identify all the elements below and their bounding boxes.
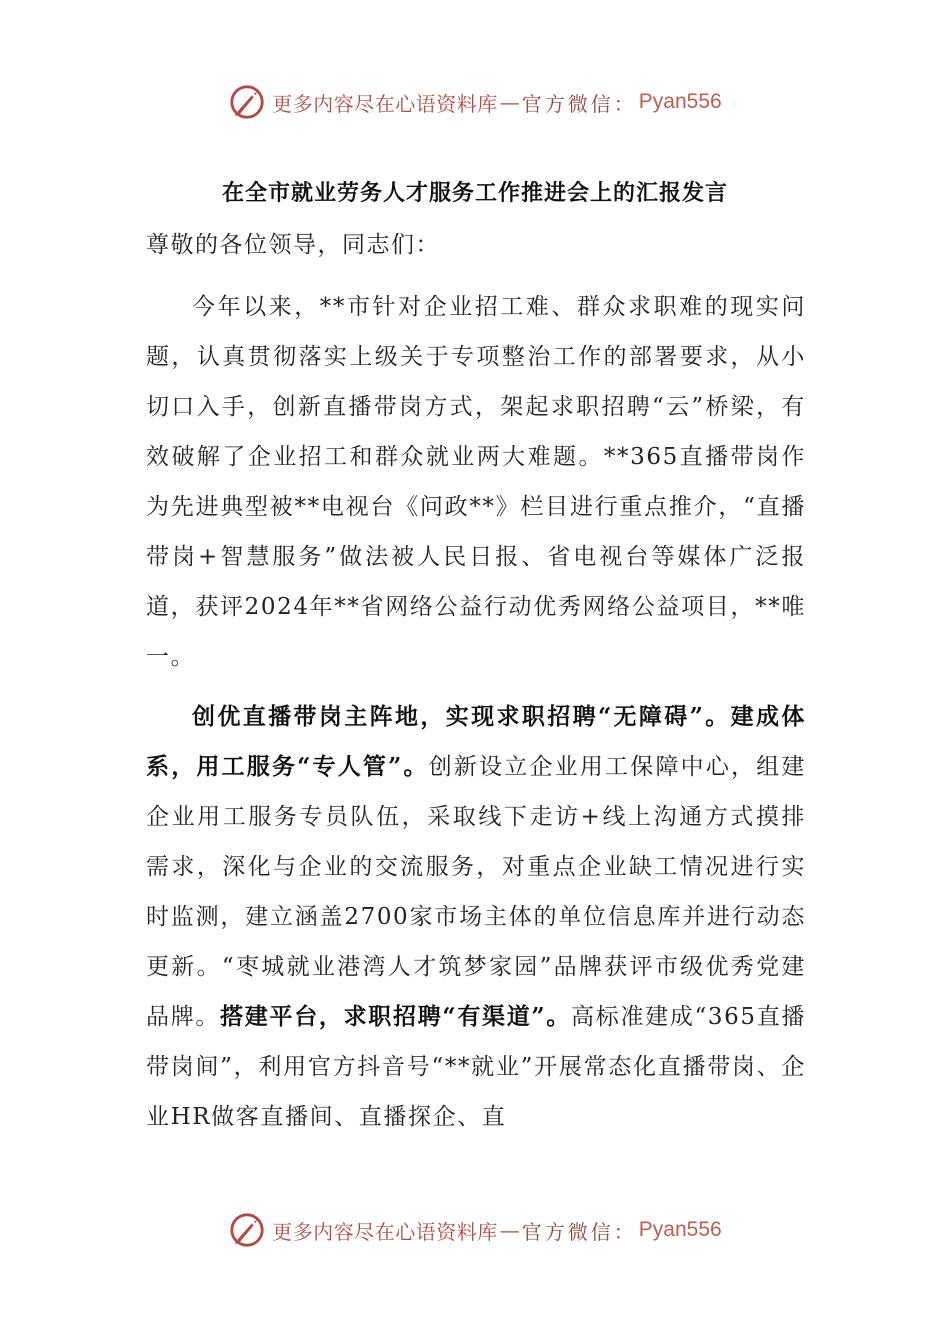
banner-text: 更多内容尽在心语资料库 bbox=[272, 91, 498, 116]
banner-wechat-label: 官方微信： bbox=[521, 1219, 637, 1244]
banner-wechat-id: Pyan556 bbox=[638, 1218, 722, 1241]
subsection-heading-system: 建成体系，用工服务“专人管”。 bbox=[146, 703, 806, 780]
salutation: 尊敬的各位领导，同志们： bbox=[146, 232, 440, 258]
pen-nib-logo-icon bbox=[228, 1211, 266, 1249]
paragraph-intro: 今年以来，**市针对企业招工难、群众求职难的现实问题，认真贯彻落实上级关于专项整治工作的部署要求，从小切口入手，创新直播带岗方式，架起求职招聘“云”桥梁，有效破解了企业招工和群众就业两大难题。**365直播带岗作为先进典型被**电视台《问政**》栏目进行重点推介，“直播带岗+智慧服务”做法被人民日报、省电视台等媒体广泛报道，获评2024年**省网络公益行动优秀网络公益项目，**唯一。 bbox=[146, 294, 806, 670]
banner-text: 更多内容尽在心语资料库 bbox=[272, 1219, 498, 1244]
banner-separator: — bbox=[499, 1218, 520, 1242]
subsection-text-system: 创新设立企业用工保障中心，组建企业用工服务专员队伍，采取线下走访+线上沟通方式摸排需求，深化与企业的交流服务，对重点企业缺工情况进行实时监测，建立涵盖2700家市场主体的单位信息库并进行动态更新。“枣城就业港湾人才筑梦家园”品牌获评市级优秀党建品牌。 bbox=[146, 754, 806, 1030]
pen-nib-logo-icon bbox=[228, 83, 266, 121]
section-heading: 创优直播带岗主阵地，实现求职招聘“无障碍”。 bbox=[192, 703, 731, 730]
banner-wechat-id: Pyan556 bbox=[638, 90, 722, 113]
document-title: 在全市就业劳务人才服务工作推进会上的汇报发言 bbox=[221, 180, 728, 206]
banner-wechat-label: 官方微信： bbox=[521, 91, 637, 116]
subsection-heading-platform: 搭建平台，求职招聘“有渠道”。 bbox=[220, 1003, 572, 1030]
document-body bbox=[146, 220, 806, 1142]
banner-separator: — bbox=[499, 90, 520, 114]
footer-banner bbox=[0, 1208, 950, 1252]
paragraph-live-streaming bbox=[146, 692, 806, 1142]
subsection-text-platform: 高标准建成“365直播带岗间”，利用官方抖音号“**就业”开展常态化直播带岗、企业HR做客直播间、直播探企、直 bbox=[146, 1004, 806, 1130]
header-banner bbox=[0, 80, 950, 124]
